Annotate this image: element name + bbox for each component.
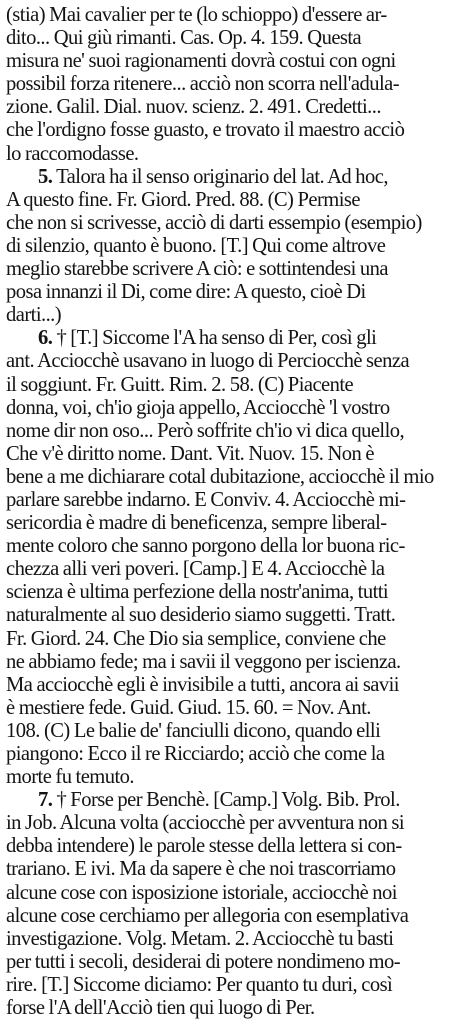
text-line: zione. Galil. Dial. nuov. scienz. 2. 491. Credetti... [6,96,381,119]
text-line: bene a me dichiarare cotal dubitazione, acciocchè il mio [6,465,434,488]
text-line: Che v'è diritto nome. Dant. Vit. Nuov. 15. Non è [6,442,374,465]
text-line [6,789,466,812]
text-line: sericordia è madre di beneficenza, sempre liberal- [6,512,387,535]
paragraph-continued [6,4,466,166]
text-line: nome dir non oso... Però soffrite ch'io vi dica quello, [6,419,405,442]
paragraph-5 [6,166,466,328]
text-line-body: Talora ha il senso originario del lat. Ad hoc, [52,165,388,188]
text-line: chezza alli veri poveri. [Camp.] E 4. Acciocchè la [6,558,385,581]
text-line: donna, voi, ch'io gioja appello, Acciocchè 'l vostro [6,396,390,419]
text-line: ant. Acciocchè usavano in luogo di Perciocchè senza [6,350,410,373]
text-line-body: † [T.] Siccome l'A ha senso di Per, così gli [52,327,377,350]
text-line: misura ne' suoi ragionamenti dovrà costui con ogni [6,50,396,73]
text-line: posa innanzi il Di, come dire: A questo, cioè Di [6,281,366,304]
text-line: 108. (C) Le balie de' fanciulli dicono, quando elli [6,719,381,742]
text-line: che non si scrivesse, acciò di darti essempio (esempio) [6,211,422,234]
text-line: in Job. Alcuna volta (acciocchè per avventura non si [6,812,404,835]
text-line: è mestiere fede. Guid. Giud. 15. 60. = Nov. Ant. [6,696,371,719]
text-line: trariano. E ivi. Ma da sapere è che noi trascorriamo [6,858,396,881]
text-line-body: † Forse per Benchè. [Camp.] Volg. Bib. Prol. [52,789,400,812]
paragraph-7 [6,789,466,1020]
text-line: parlare sarebbe indarno. E Conviv. 4. Acciocchè mi- [6,488,406,511]
paragraph-6 [6,327,466,789]
text-line: alcune cose cerchiamo per allegoria con esemplativa [6,904,409,927]
text-line: per tutti i secoli, desiderai di potere nondimeno mo- [6,950,401,973]
text-line: piangono: Ecco il re Ricciardo; acciò che come la [6,743,385,765]
text-line: forse l'A dell'Acciò tien qui luogo di Per. [6,997,315,1020]
text-line: debba intendere) le parole stesse della lettera si con- [6,835,402,858]
text-line [6,166,466,189]
text-line: mente coloro che sanno porgono della lor buona ric- [6,535,405,558]
text-line: che l'ordigno fosse guasto, e trovato il maestro acciò [6,119,405,142]
text-line: Ma acciocchè egli è invisibile a tutti, ancora ai savii [6,673,399,696]
text-line: scienza è ultima perfezione della nostr'anima, tutti [6,581,389,604]
text-line: meglio starebbe scrivere A ciò: e sottintendesi una [6,258,388,281]
text-line: dito... Qui giù rimanti. Cas. Op. 4. 159. Questa [6,27,362,50]
text-line: possibil forza ritenere... acciò non scorra nell'adula- [6,73,400,96]
text-line: il soggiunt. Fr. Guitt. Rim. 2. 58. (C) Piacente [6,373,354,396]
text-line: lo raccomodasse. [6,142,139,165]
text-line: rire. [T.] Siccome diciamo: Per quanto tu duri, così [6,973,393,996]
text-line: di silenzio, quanto è buono. [T.] Qui come altrove [6,234,386,257]
text-line: alcune cose con isposizione istoriale, acciocchè noi [6,881,397,904]
sense-number: 7. [38,789,53,812]
sense-number: 5. [38,165,53,188]
text-line [6,327,466,350]
text-line: investigazione. Volg. Metam. 2. Acciocchè tu basti [6,927,394,950]
text-line: Fr. Giord. 24. Che Dio sia semplice, conviene che [6,627,386,650]
text-line: (stia) Mai cavalier per te (lo schioppo) d'essere ar- [6,4,387,26]
text-line: darti...) [6,304,62,327]
text-line: ne abbiamo fede; ma i savii il veggono per iscienza. [6,650,401,673]
text-line: morte fu temuto. [6,766,135,789]
sense-number: 6. [38,327,53,350]
text-line: naturalmente al suo desiderio siamo suggetti. Tratt. [6,604,396,627]
text-line: A questo fine. Fr. Giord. Pred. 88. (C) Permise [6,188,360,211]
